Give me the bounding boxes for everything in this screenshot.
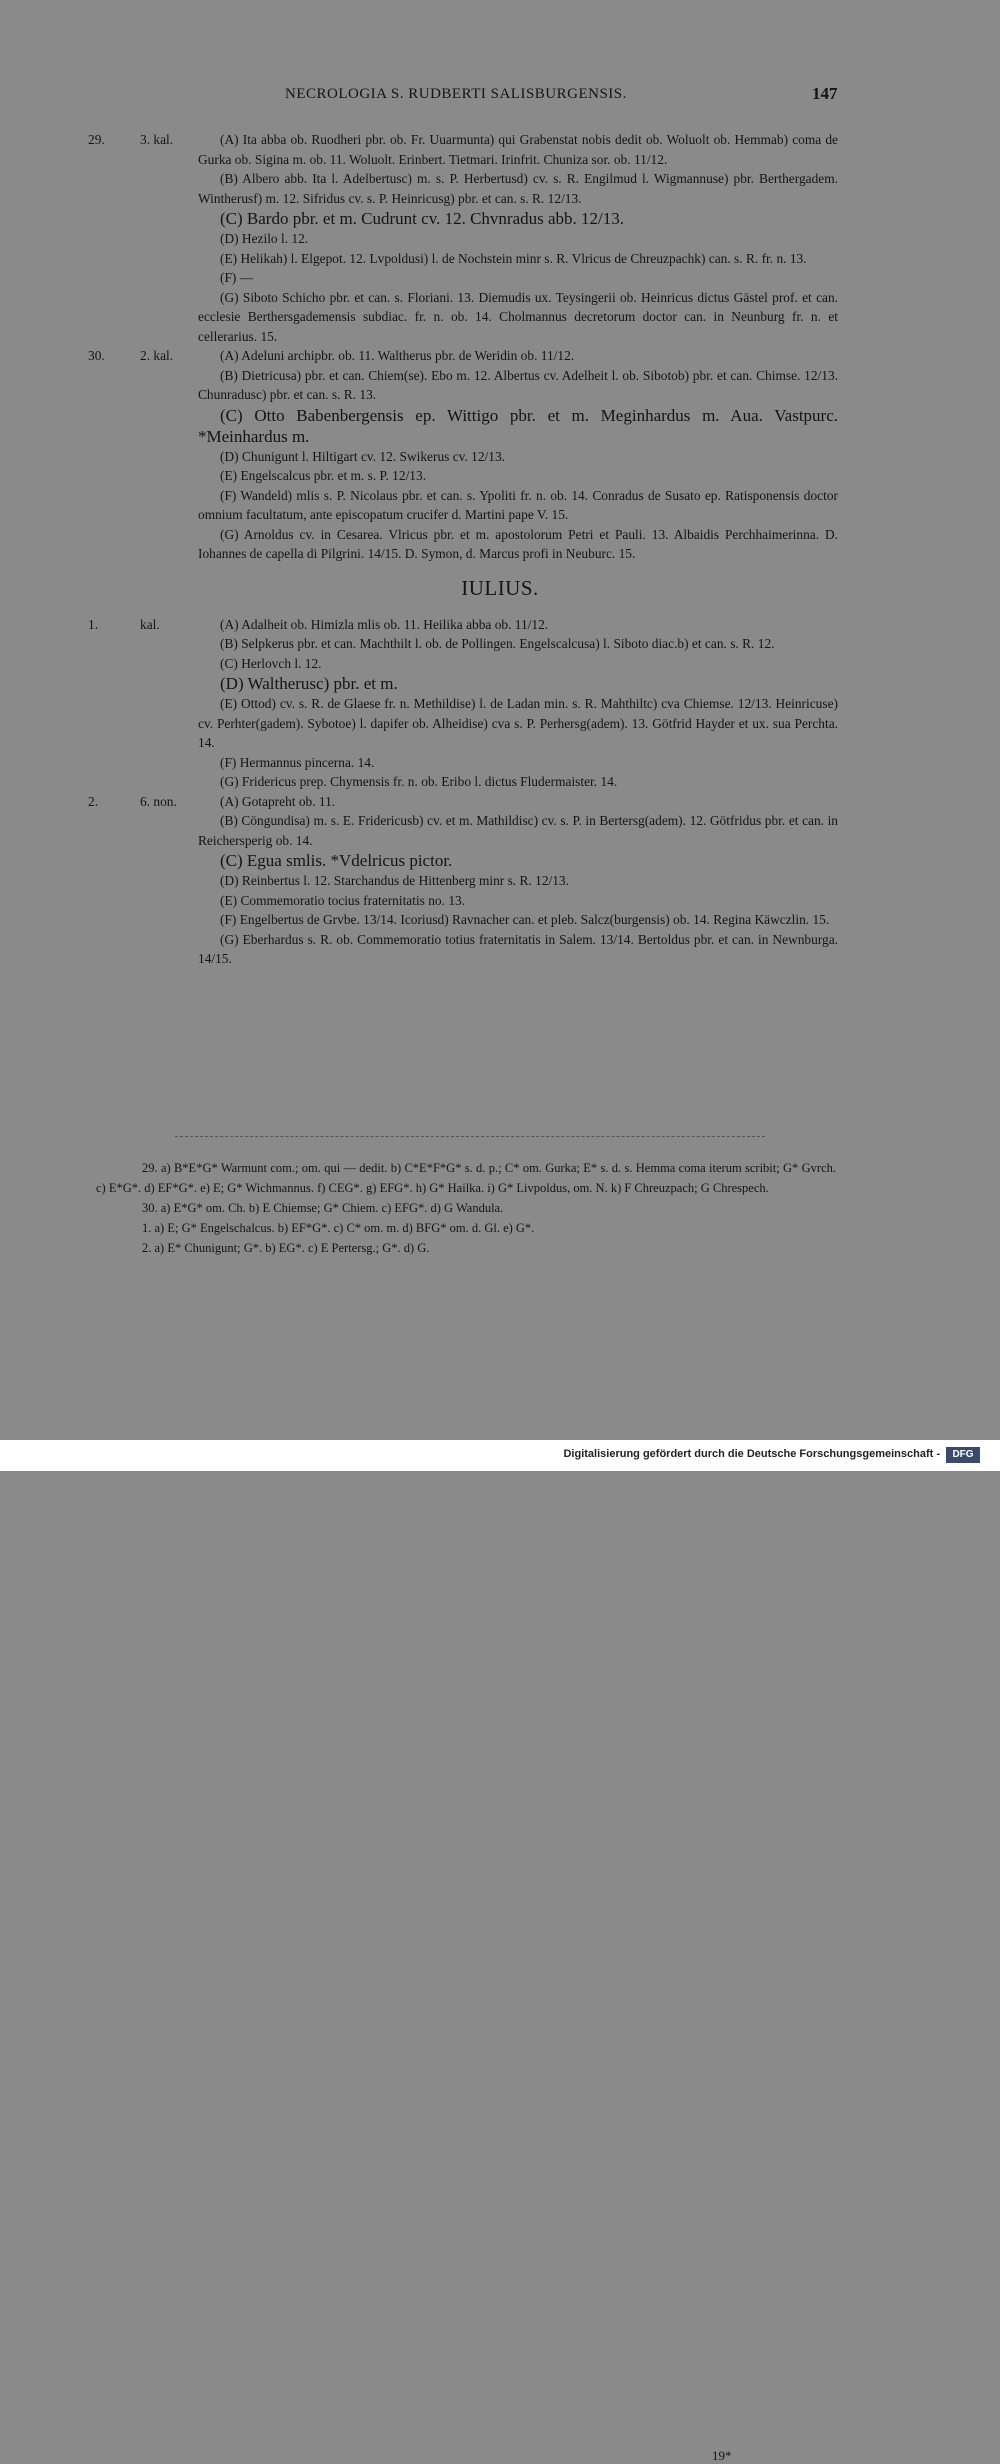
entry-text: (E) Helikah) l. Elgepot. 12. Lvpoldusi) l. de Nochstein minr s. R. Vlricus de Chreuzpachk) can. s. R. fr. n. 13. [220, 250, 807, 266]
entry-row [198, 673, 838, 694]
entry-row [88, 346, 838, 366]
day-number: 2. [88, 793, 99, 809]
running-title: NECROLOGIA S. RUDBERTI SALISBURGENSIS. [285, 86, 627, 102]
entry-text: (F) Wandeld) mlis s. P. Nicolaus pbr. et can. s. Ypoliti fr. n. ob. 14. Conradus de Susato ep. Ratisponensis doctor omnium facultatum, ante episcopatum crucifer d. Martini pape V. 15. [198, 487, 838, 522]
entry-row [198, 930, 838, 969]
footnote [96, 1238, 836, 1258]
calendar-date: 2. kal. [140, 348, 174, 363]
entry-row [198, 910, 838, 930]
entry-row [198, 366, 838, 405]
entry-text: (E) Commemoratio tocius fraternitatis no. 13. [220, 892, 466, 908]
entry-row [198, 634, 838, 654]
footnote-text: 2. a) E* Chunigunt; G*. b) EG*. c) E Pertersg.; G*. d) G. [142, 1241, 430, 1255]
entry-row [88, 615, 838, 635]
entry-text: (G) Eberhardus s. R. ob. Commemoratio totius fraternitatis in Salem. 13/14. Bertoldus pbr. et can. in Newnburga. 14/15. [198, 931, 838, 966]
entry-text: (D) Chunigunt l. Hiltigart cv. 12. Swikerus cv. 12/13. [220, 448, 506, 464]
footer-bar [0, 1440, 1000, 1471]
entry-text: (F) Hermannus pincerna. 14. [220, 754, 375, 770]
entry-row [198, 891, 838, 911]
entry-text: (A) Gotapreht ob. 11. [220, 793, 336, 809]
footnote [96, 1158, 836, 1198]
entry-text: (D) Hezilo l. 12. [220, 231, 309, 246]
entry-row [198, 753, 838, 773]
entry-text: (G) Fridericus prep. Chymensis fr. n. ob. Eribo l. dictus Fludermaister. 14. [220, 774, 618, 789]
entry-text: (F) — [220, 270, 254, 285]
footnote-divider [175, 1136, 765, 1137]
calendar-date: kal. [140, 616, 160, 632]
section-title: IULIUS. [461, 575, 539, 600]
footnote-text: 29. a) B*E*G* Warmunt com.; om. qui — dedit. b) C*E*F*G* s. d. p.; C* om. Gurka; E* s. d. s. Hemma coma iterum scribit; G* Gvrch. c) E*G*. d) EF*G*. e) E; G* Wichmannus. f) CEG*. g) EFG*. h) G* Hailka. i) G* Livpoldus, om. N. k) F Chreuzpach; G Chrespech. [96, 1161, 836, 1195]
entry-row [198, 486, 838, 525]
entry-text: (B) Cöngundisa) m. s. E. Fridericusb) cv. et m. Mathildisc) cv. s. P. in Bertersg(adem). 12. Götfridus pbr. et can. in Reichersperig ob. 14. [198, 813, 838, 848]
entry-text: (G) Siboto Schicho pbr. et can. s. Floriani. 13. Diemudis ux. Teysingerii ob. Heinricus dictus Gästel prof. et can. ecclesie Berthersgademensis subdiac. fr. n. ob. 14. Cholmannus decretorum doctor can. in Neunburg fr. n. et cellerarius. 15. [198, 289, 838, 344]
entry-text: (B) Dietricusa) pbr. et can. Chiem(se). Ebo m. 12. Albertus cv. Adelheit l. ob. Sibotob) pbr. et can. Chimse. 12/13. Chunradusc) pbr. et can. s. R. 13. [198, 367, 838, 402]
entry-text: (C) Herlovch l. 12. [220, 655, 322, 671]
entry-row [198, 654, 838, 674]
entry-row [198, 268, 838, 288]
page-header [0, 86, 1000, 110]
july-entries [0, 615, 1000, 969]
entry-row [198, 772, 838, 792]
entry-text: (A) Adeluni archipbr. ob. 11. Waltherus pbr. de Weridin ob. 11/12. [220, 348, 575, 363]
entry-row [88, 792, 838, 812]
calendar-date: 6. non. [140, 793, 177, 809]
calendar-date: 3. kal. [140, 132, 174, 147]
day-number: 30. [88, 348, 105, 363]
entry-row [198, 871, 838, 891]
entry-text: (C) Egua smlis. *Vdelricus pictor. [220, 851, 453, 870]
entry-row [198, 525, 838, 564]
entry-text: (B) Selpkerus pbr. et can. Machthilt l. ob. de Pollingen. Engelscalcusa) l. Siboto diac.b) et can. s. R. 12. [220, 636, 775, 651]
entry-text: (A) Adalheit ob. Himizla mlis ob. 11. Heilika abba ob. 11/12. [220, 616, 549, 632]
page-number: 147 [812, 84, 838, 103]
footer-credit: Digitalisierung gefördert durch die Deutsche Forschungsgemeinschaft - [563, 1448, 940, 1460]
entry-text: (E) Engelscalcus pbr. et m. s. P. 12/13. [220, 468, 427, 483]
footnote [96, 1198, 836, 1218]
entry-row [198, 405, 838, 447]
entry-row [198, 466, 838, 486]
entry-text: (G) Arnoldus cv. in Cesarea. Vlricus pbr. et m. apostolorum Petri et Pauli. 13. Albaidis Perchhaimerinna. D. Iohannes de capella di Pilgrini. 14/15. D. Symon, d. Marcus profi in Neuburc. 15. [198, 526, 838, 561]
dfg-logo: DFG [946, 1447, 980, 1463]
day-number: 1. [88, 616, 99, 632]
signature-mark: 19* [712, 2448, 732, 2463]
entry-row [198, 694, 838, 753]
entry-row [198, 811, 838, 850]
footnote-text: 1. a) E; G* Engelschalcus. b) EF*G*. c) C* om. m. d) BFG* om. d. Gl. e) G*. [142, 1221, 535, 1235]
entry-row [198, 447, 838, 467]
entry-row [88, 130, 838, 169]
entry-text: (C) Otto Babenbergensis ep. Wittigo pbr. et m. Meginhardus m. Aua. Vastpurc. *Meinhardus m. [198, 405, 838, 446]
entry-row [198, 249, 838, 269]
footnote-text: 30. a) E*G* om. Ch. b) E Chiemse; G* Chiem. c) EFG*. d) G Wandula. [142, 1201, 504, 1215]
entry-text: (B) Albero abb. Ita l. Adelbertusc) m. s. P. Herbertusd) cv. s. R. Engilmud l. Wigmannuse) pbr. Berthergadem. Wintherusf) m. 12. Sifridus cv. s. P. Heinricusg) pbr. et can. s. R. 12/13. [198, 171, 838, 206]
entry-text: (E) Ottod) cv. s. R. de Glaese fr. n. Methildise) l. de Ladan min. s. R. Mahthiltc) cva Chiemse. 12/13. Heinricuse) cv. Perhter(gadem). Sybotoe) l. dapifer ob. Alheidise) cva s. P. Perhersg(adem). 13. Götfrid Hayder et ux. sua Perchta. 14. [198, 696, 838, 750]
entry-text: (F) Engelbertus de Grvbe. 13/14. Icoriusd) Ravnacher can. et pleb. Salcz(burgensis) ob. 14. Regina Käwczlin. 15. [220, 912, 830, 927]
entry-row [198, 208, 838, 229]
entry-text: (A) Ita abba ob. Ruodheri pbr. ob. Fr. Uuarmunta) qui Grabenstat nobis dedit ob. Woluolt ob. Hemmab) coma de Gurka ob. Sigina m. ob. 11. Woluolt. Erinbert. Tietmari. Irinfrit. Chuniza sor. ob. 11/12. [198, 132, 838, 167]
necrology-body [0, 130, 1000, 969]
entry-row [198, 169, 838, 208]
entry-row [198, 850, 838, 871]
entry-text: (D) Waltherusc) pbr. et m. [220, 674, 398, 693]
entry-text: (D) Reinbertus l. 12. Starchandus de Hittenberg minr s. R. 12/13. [220, 873, 569, 888]
entry-text: (C) Bardo pbr. et m. Cudrunt cv. 12. Chvnradus abb. 12/13. [220, 209, 625, 228]
day-number: 29. [88, 132, 105, 147]
entry-row [198, 229, 838, 249]
entry-row [198, 288, 838, 347]
june-entries [0, 130, 1000, 564]
footnote [96, 1218, 836, 1238]
